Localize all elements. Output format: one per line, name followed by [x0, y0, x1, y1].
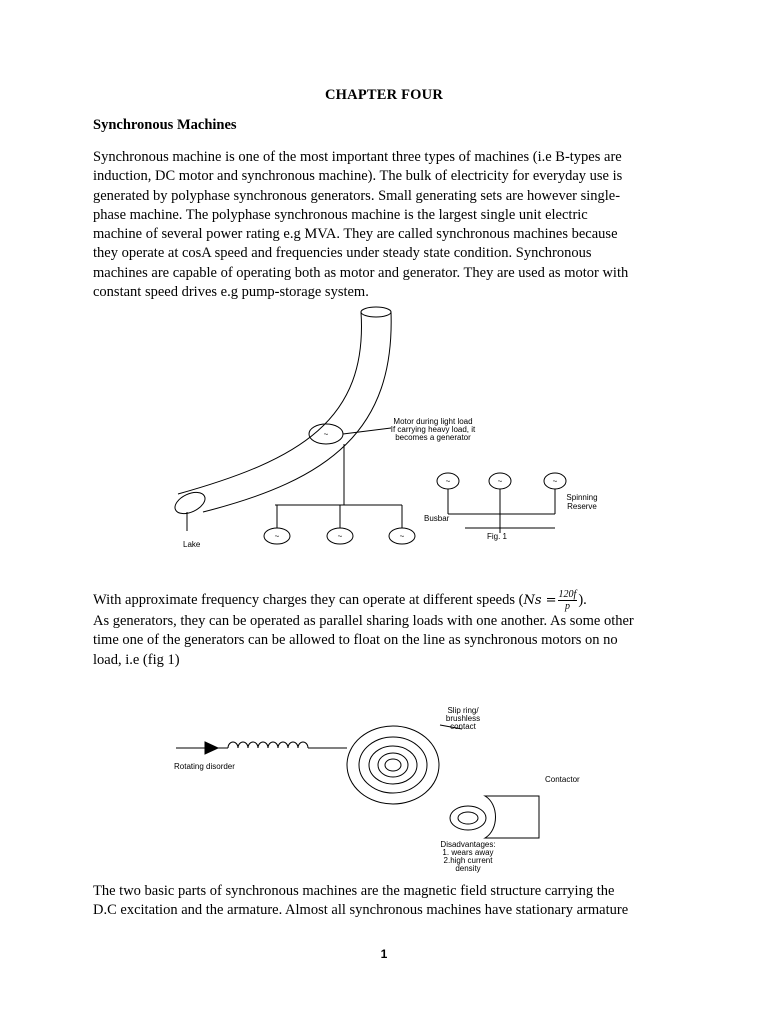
- ac-symbol: ~: [445, 477, 451, 486]
- arrow-head: [205, 742, 218, 754]
- motor-label-line: If carrying heavy load, it: [390, 425, 476, 434]
- coil-winding: [228, 742, 308, 748]
- contactor-label: Contactor: [545, 775, 580, 784]
- ac-symbol: ~: [323, 430, 329, 439]
- figure-caption: Fig. 1: [487, 532, 508, 541]
- busbar-label: Busbar: [424, 514, 450, 523]
- rotating-label: Rotating disorder: [174, 762, 235, 771]
- slip-ring-core: [385, 759, 401, 771]
- contactor-block: [485, 796, 539, 838]
- section-title: Synchronous Machines: [93, 117, 237, 133]
- slip-ring-label: Slip ring/: [447, 706, 479, 715]
- slip-ring-label: contact: [450, 722, 476, 731]
- ac-symbol: ~: [497, 477, 503, 486]
- paragraph-line: load, i.e (fig 1): [93, 651, 180, 668]
- paragraph-line: Synchronous machine is one of the most important three types of machines (i.e B-types are: [93, 149, 622, 165]
- motor-label-line: becomes a generator: [395, 433, 471, 442]
- spinning-reserve-label: Reserve: [567, 502, 597, 511]
- ac-symbol: ~: [552, 477, 558, 486]
- slip-ring: [369, 746, 417, 784]
- motor-label-line: Motor during light load: [393, 417, 473, 426]
- paragraph-line: induction, DC motor and synchronous machine). The bulk of electricity for everyday use is: [93, 168, 623, 185]
- paragraph-line: they operate at cosA speed and frequencies under steady state condition. Synchronous: [93, 245, 592, 262]
- chapter-title: CHAPTER FOUR: [325, 87, 443, 103]
- brush-ring-inner: [458, 812, 478, 824]
- paragraph-line: D.C excitation and the armature. Almost all synchronous machines have stationary armature: [93, 902, 629, 919]
- paragraph-line: machines are capable of operating both as motor and generator. They are used as motor with: [93, 264, 629, 281]
- paragraph-line: time one of the generators can be allowed to float on the line as synchronous motors on no: [93, 632, 618, 649]
- page-number: 1: [380, 947, 388, 961]
- ac-symbol: ~: [274, 532, 280, 541]
- disadvantages-label: 2.high current: [443, 856, 493, 865]
- slip-ring: [378, 753, 408, 777]
- formula-close: ).: [578, 591, 587, 608]
- paragraph-line: phase machine. The polyphase synchronous machine is the largest single unit electric: [93, 206, 588, 223]
- paragraph-basic-parts: [93, 882, 675, 921]
- paragraph-line: As generators, they can be operated as parallel sharing loads with one another. As some other: [93, 613, 634, 629]
- disadvantages-label: density: [455, 864, 481, 873]
- speed-intro-text: With approximate frequency charges they can operate at different speeds (: [93, 591, 524, 608]
- paragraph-line: generated by polyphase synchronous generators. Small generating sets are however single-: [93, 187, 621, 204]
- formula-numerator: 120f: [558, 589, 577, 600]
- paragraph-line: constant speed drives e.g pump-storage system.: [93, 284, 369, 301]
- ac-symbol: ~: [399, 532, 405, 541]
- formula-denominator: p: [564, 601, 570, 612]
- slip-ring-label: brushless: [445, 714, 481, 723]
- disadvantages-label: 1. wears away: [442, 848, 494, 857]
- formula-lhs: Ns =: [523, 592, 557, 608]
- paragraph-line: machine of several power rating e.g MVA. They are called synchronous machines because: [93, 226, 618, 243]
- brush-ring-outer: [450, 806, 486, 830]
- disadvantages-label: Disadvantages:: [440, 840, 496, 849]
- ac-symbol: ~: [337, 532, 343, 541]
- lake-label: Lake: [183, 540, 201, 549]
- paragraph-line: The two basic parts of synchronous machines are the magnetic field structure carrying the: [93, 883, 615, 899]
- slip-ring-outer: [347, 726, 439, 804]
- spinning-reserve-label: Spinning: [566, 493, 598, 502]
